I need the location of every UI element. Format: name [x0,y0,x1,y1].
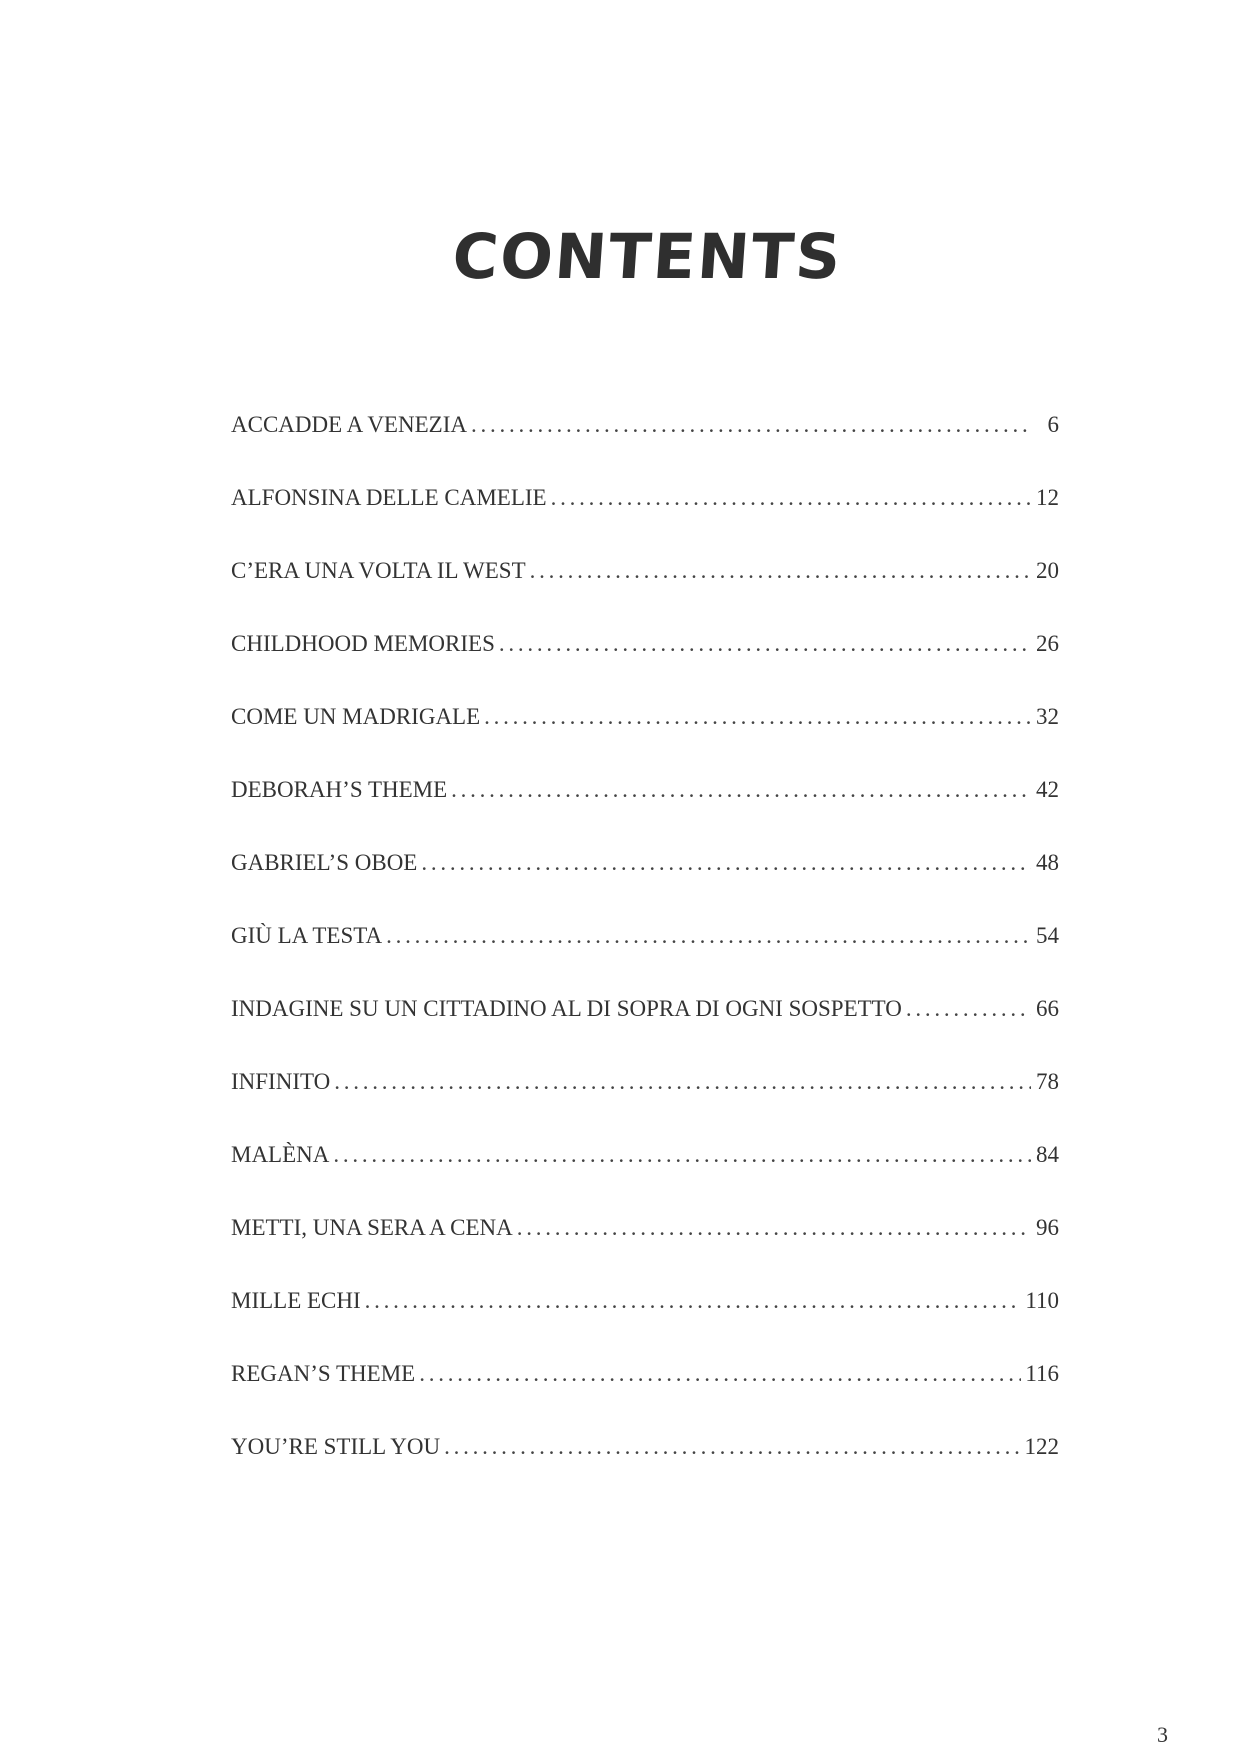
toc-entry[interactable] [231,631,1059,704]
dot-leader [484,704,1031,730]
page-number: 3 [1157,1722,1168,1747]
toc-entry-page: 84 [1036,1142,1059,1167]
toc-entry[interactable] [231,1215,1059,1288]
toc-entry[interactable] [231,412,1059,485]
toc-entry-title: ACCADDE A VENEZIA [231,412,467,437]
dot-leader [334,1069,1031,1095]
toc-entry[interactable] [231,1288,1059,1361]
dot-leader [906,996,1031,1022]
dot-leader [419,1361,1021,1387]
toc-entry[interactable] [231,1361,1059,1434]
toc-entry[interactable] [231,996,1059,1069]
toc-entry[interactable] [231,777,1059,850]
page-title: CONTENTS [450,219,845,293]
dot-leader [551,485,1031,511]
toc-entry-title: METTI, UNA SERA A CENA [231,1215,513,1240]
toc-entry[interactable] [231,485,1059,558]
toc-entry-title: C’ERA UNA VOLTA IL WEST [231,558,526,583]
dot-leader [386,923,1031,949]
toc-entry[interactable] [231,704,1059,777]
toc-entry-page: 116 [1025,1361,1059,1386]
toc-entry-page: 54 [1036,923,1059,948]
toc-entry-page: 110 [1025,1288,1059,1313]
toc-entry-title: COME UN MADRIGALE [231,704,481,729]
toc-entry-page: 26 [1036,631,1059,656]
toc-entry-page: 122 [1024,1434,1059,1459]
toc-entry-title: MALÈNA [231,1142,330,1167]
toc-entry-title: REGAN’S THEME [231,1361,416,1386]
toc-entry[interactable] [231,1434,1059,1507]
toc-entry-page: 48 [1036,850,1059,875]
toc-entry-title: INDAGINE SU UN CITTADINO AL DI SOPRA DI OGNI SOSPETTO [231,996,902,1021]
table-of-contents [231,412,1059,1507]
dot-leader [444,1434,1020,1460]
toc-entry-page: 42 [1036,777,1059,802]
toc-entry-title: CHILDHOOD MEMORIES [231,631,495,656]
dot-leader [333,1142,1031,1168]
toc-entry-title: ALFONSINA DELLE CAMELIE [231,485,547,510]
toc-entry-title: GIÙ LA TESTA [231,923,383,948]
dot-leader [517,1215,1031,1241]
toc-entry-page: 32 [1036,704,1059,729]
toc-entry-page: 78 [1036,1069,1059,1094]
toc-entry-title: YOU’RE STILL YOU [231,1434,441,1459]
dot-leader [530,558,1031,584]
dot-leader [499,631,1031,657]
toc-entry[interactable] [231,1069,1059,1142]
toc-entry-page: 20 [1036,558,1059,583]
toc-entry-page: 12 [1036,485,1059,510]
toc-entry-title: INFINITO [231,1069,331,1094]
dot-leader [421,850,1031,876]
toc-entry-title: MILLE ECHI [231,1288,361,1313]
dot-leader [471,412,1031,438]
toc-entry-page: 96 [1036,1215,1059,1240]
toc-entry-title: GABRIEL’S OBOE [231,850,418,875]
toc-entry-page: 66 [1036,996,1059,1021]
toc-entry[interactable] [231,558,1059,631]
toc-entry[interactable] [231,850,1059,923]
toc-entry[interactable] [231,1142,1059,1215]
dot-leader [451,777,1031,803]
toc-entry[interactable] [231,923,1059,996]
dot-leader [365,1288,1022,1314]
toc-entry-page: 6 [1047,412,1059,437]
toc-entry-title: DEBORAH’S THEME [231,777,448,802]
